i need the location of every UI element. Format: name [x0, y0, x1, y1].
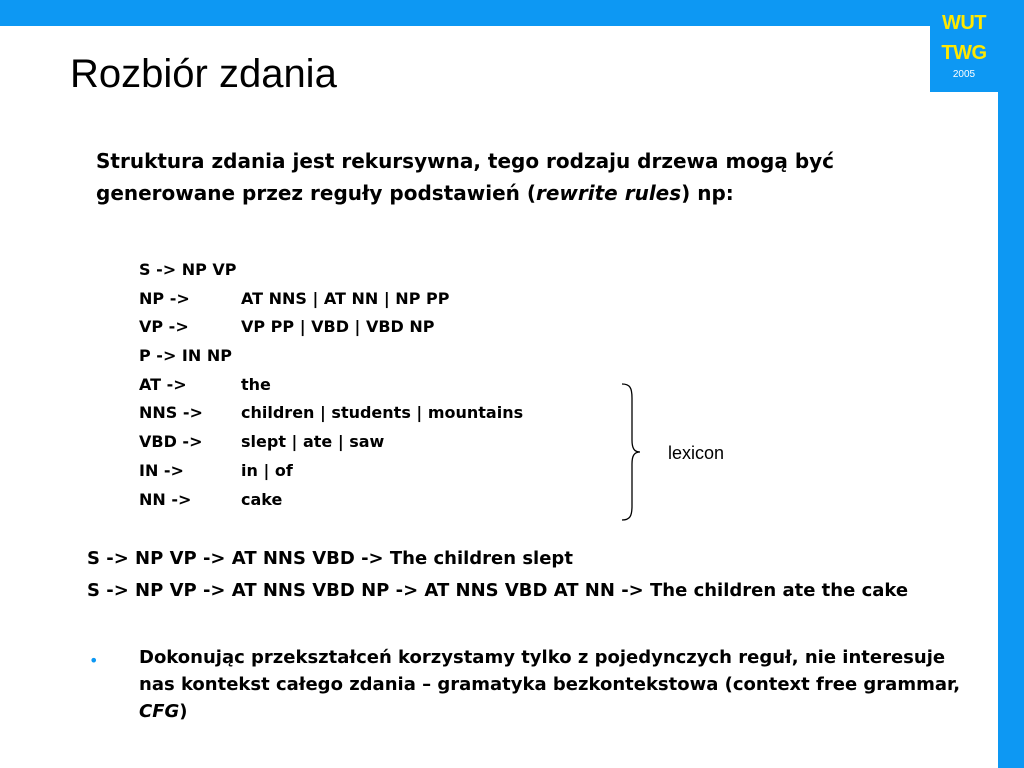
wut-twg-logo — [930, 0, 998, 92]
bullet-marker: • — [89, 651, 99, 670]
lexicon-brace — [618, 382, 648, 522]
rule-row — [139, 457, 599, 486]
bullet-paragraph — [139, 644, 969, 725]
rule-row — [139, 313, 599, 342]
bullet-text-before: Dokonując przekształceń korzystamy tylko z pojedynczych reguł, nie interesuje nas kontekst całego zdania – gramatyka bezkontekstowa (context free grammar, — [139, 647, 961, 695]
rule-rhs: VP PP | VBD | VBD NP — [241, 317, 435, 337]
rule-lhs: VBD -> — [139, 432, 203, 452]
rule-rhs: in | of — [241, 460, 293, 480]
rule-row — [139, 342, 599, 371]
logo-line-wut: WUT — [941, 12, 987, 34]
intro-text-after: ) np: — [681, 181, 734, 205]
intro-emphasis: rewrite rules — [536, 181, 682, 205]
rewrite-rules-list — [139, 256, 599, 514]
rule-row — [139, 486, 599, 515]
slide-title: Rozbiór zdania — [70, 52, 337, 96]
rule-lhs: S -> NP VP — [139, 260, 237, 279]
lexicon-label: lexicon — [668, 443, 725, 463]
intro-text-before: Struktura zdania jest rekursywna, tego rodzaju drzewa mogą być generowane przez reguły podstawień ( — [96, 149, 835, 205]
bullet-text-after: ) — [179, 701, 188, 722]
logo-year: 2005 — [952, 69, 976, 80]
logo-line-twg: TWG — [941, 42, 987, 64]
rule-rhs: children | students | mountains — [241, 403, 524, 423]
rule-row — [139, 285, 599, 314]
derivation-line: S -> NP VP -> AT NNS VBD -> The children slept — [87, 548, 573, 569]
intro-paragraph — [96, 145, 946, 209]
rule-lhs: IN -> — [139, 460, 184, 480]
rule-lhs: AT -> — [139, 374, 187, 394]
rule-rhs: AT NNS | AT NN | NP PP — [241, 288, 450, 308]
rule-row — [139, 428, 599, 457]
rule-lhs: VP -> — [139, 317, 189, 337]
rule-rhs: slept | ate | saw — [241, 432, 385, 452]
right-accent-bar — [998, 0, 1024, 768]
rule-lhs: P -> IN NP — [139, 346, 232, 366]
rule-lhs: NP -> — [139, 288, 190, 308]
derivation-line: S -> NP VP -> AT NNS VBD NP -> AT NNS VBD AT NN -> The children ate the cake — [87, 580, 909, 601]
rule-rhs: the — [241, 374, 271, 394]
rule-rhs: cake — [241, 489, 283, 509]
rule-lhs: NNS -> — [139, 403, 203, 423]
top-accent-bar — [0, 0, 1024, 26]
bullet-emphasis: CFG — [139, 701, 180, 722]
derivation-examples — [87, 543, 987, 607]
rule-row — [139, 371, 599, 400]
rule-lhs: NN -> — [139, 489, 192, 509]
rule-row — [139, 399, 599, 428]
rule-row — [139, 256, 599, 285]
